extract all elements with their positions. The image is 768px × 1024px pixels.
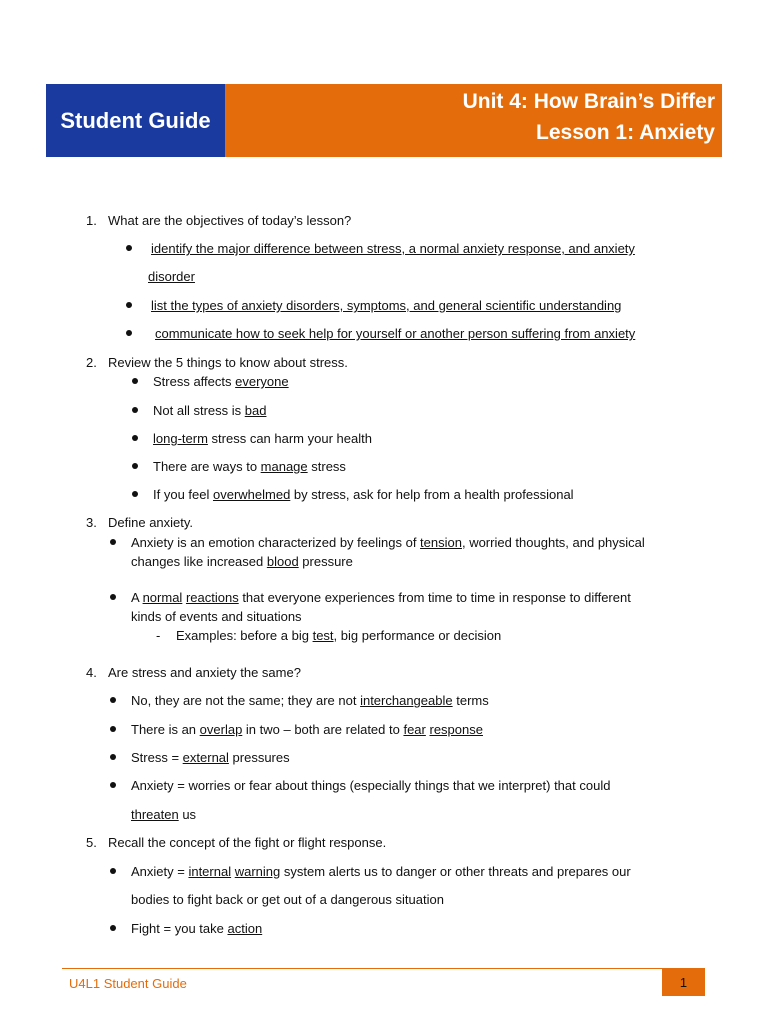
q2-item-5: If you feel overwhelmed by stress, ask for help from a health professional (153, 487, 574, 502)
footer-divider (62, 968, 705, 969)
q4-item-3: Stress = external pressures (131, 750, 290, 765)
q5-number: 5. (86, 835, 97, 850)
student-guide-title: Student Guide (60, 107, 211, 133)
q3-number: 3. (86, 515, 97, 530)
bullet-icon (132, 407, 138, 413)
q2-item-3: long-term stress can harm your health (153, 431, 372, 446)
q3-def-1-line1: Anxiety is an emotion characterized by feelings of tension, worried thoughts, and physical (131, 535, 645, 550)
q4-number: 4. (86, 665, 97, 680)
q3-def-2-line2: kinds of events and situations (131, 609, 302, 624)
page-number-badge (662, 969, 705, 996)
lesson-title: Lesson 1: Anxiety (536, 121, 715, 144)
bullet-icon (126, 245, 132, 251)
bullet-icon (110, 925, 116, 931)
lesson-banner (225, 84, 722, 157)
q1-number: 1. (86, 213, 97, 228)
q2-item-1: Stress affects everyone (153, 374, 289, 389)
page-number: 1 (679, 975, 688, 990)
bullet-icon (110, 594, 116, 600)
q5-item-1-line1: Anxiety = internal warning system alerts us to danger or other threats and prepares our (131, 864, 631, 879)
bullet-icon (126, 302, 132, 308)
bullet-icon (132, 435, 138, 441)
dash-marker: - (156, 628, 161, 643)
q4-item-4-line1: Anxiety = worries or fear about things (especially things that we interpret) that could (131, 778, 611, 793)
bullet-icon (110, 868, 116, 874)
unit-title: Unit 4: How Brain’s Differ (462, 90, 715, 113)
bullet-icon (110, 782, 116, 788)
student-guide-banner (46, 84, 225, 157)
q1-objective-2: list the types of anxiety disorders, symptoms, and general scientific understanding (151, 298, 622, 313)
q2-item-2: Not all stress is bad (153, 403, 267, 418)
bullet-icon (110, 697, 116, 703)
bullet-icon (110, 726, 116, 732)
q3-def-1-line2: changes like increased blood pressure (131, 554, 353, 569)
q3-examples: Examples: before a big test, big performance or decision (176, 628, 502, 643)
bullet-icon (110, 539, 116, 545)
q1-question: What are the objectives of today’s lesson? (108, 213, 352, 228)
bullet-icon (132, 491, 138, 497)
q1-objective-1-line1: identify the major difference between stress, a normal anxiety response, and anxiety (151, 241, 635, 256)
q1-objective-3: communicate how to seek help for yourself or another person suffering from anxiety (155, 326, 636, 341)
q2-number: 2. (86, 355, 97, 370)
q1-objective-1-line2: disorder (148, 269, 195, 284)
q2-item-4: There are ways to manage stress (153, 459, 346, 474)
q4-item-2: There is an overlap in two – both are related to fear response (131, 722, 483, 737)
q5-item-1-line2: bodies to fight back or get out of a dangerous situation (131, 892, 444, 907)
q4-question: Are stress and anxiety the same? (108, 665, 301, 680)
q4-item-4-line2: threaten us (131, 807, 197, 822)
footer-label: U4L1 Student Guide (69, 976, 187, 991)
bullet-icon (132, 463, 138, 469)
q5-item-2: Fight = you take action (131, 921, 263, 936)
q5-question: Recall the concept of the fight or flight response. (108, 835, 387, 850)
q3-def-2-line1: A normal reactions that everyone experiences from time to time in response to different (131, 590, 631, 605)
q2-question: Review the 5 things to know about stress. (108, 355, 348, 370)
bullet-icon (110, 754, 116, 760)
bullet-icon (132, 378, 138, 384)
q3-question: Define anxiety. (108, 515, 194, 530)
q4-item-1: No, they are not the same; they are not interchangeable terms (131, 693, 489, 708)
bullet-icon (126, 330, 132, 336)
